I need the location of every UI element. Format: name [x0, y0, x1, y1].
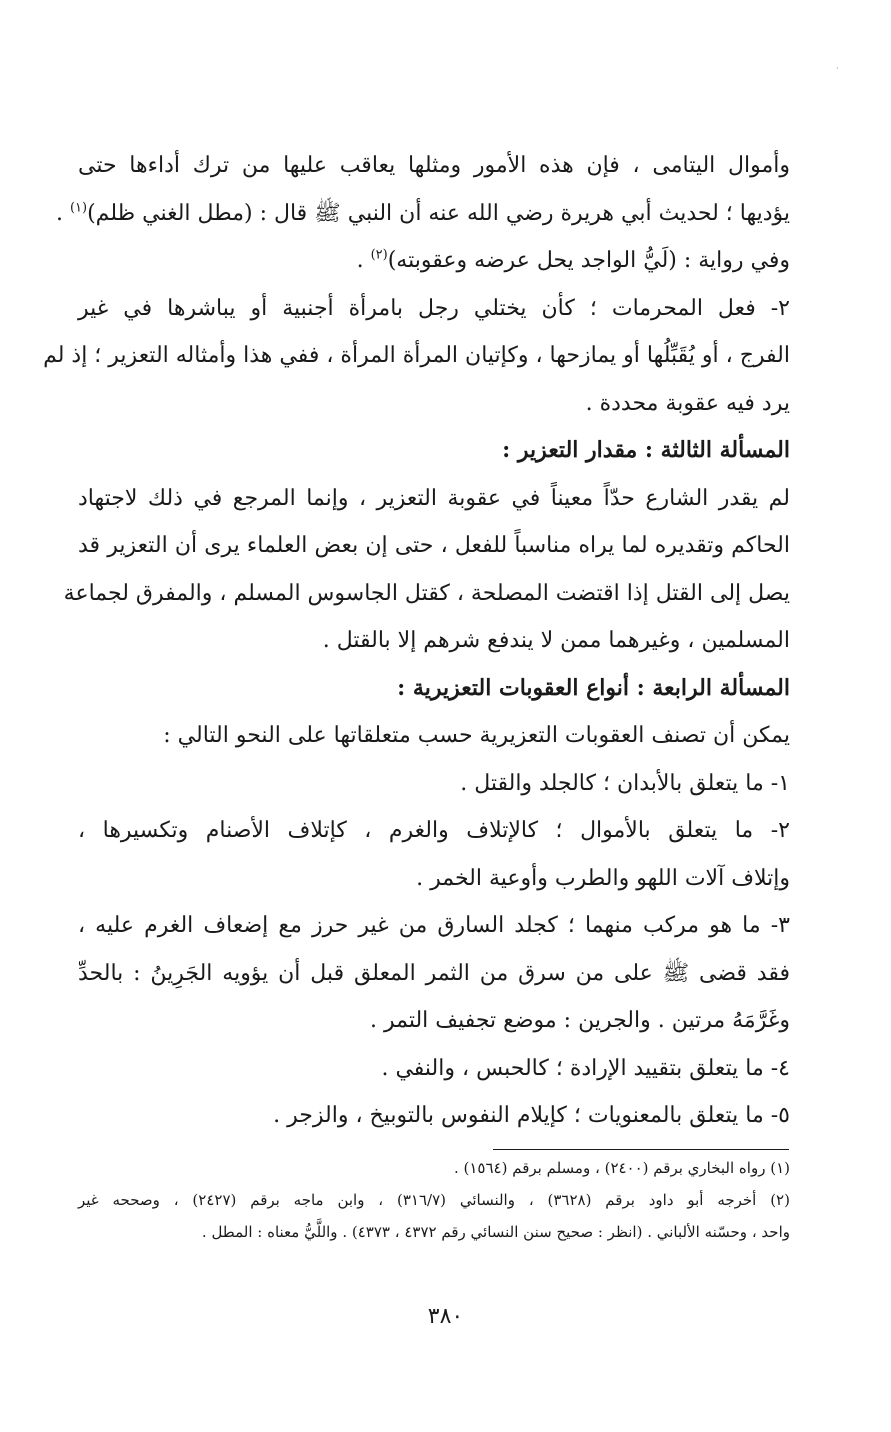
body-line-3	[78, 237, 790, 285]
list-item-2-cont: وإتلاف آلات اللهو والطرب وأوعية الخمر .	[416, 865, 790, 891]
footnote-ref-2[interactable]: (٢)	[370, 247, 388, 263]
list-item-5: ٥- ما يتعلق بالمعنويات ؛ كإيلام النفوس بالتوبيخ ، والزجر .	[273, 1103, 790, 1128]
body-line-10: يصل إلى القتل إذا اقتضت المصلحة ، كقتل الجاسوس المسلم ، والمفرق لجماعة	[63, 580, 790, 606]
list-item-3-cont-1: فقد قضى ﷺ على من سرق من الثمر المعلق قبل أن يؤويه الجَرِينُ : بالحدِّ	[78, 960, 790, 986]
footnote-2-cont: واحد ، وحسّنه الألباني . (انظر : صحيح سنن النسائي رقم ٤٣٧٢ ، ٤٣٧٣) . واللَّيُّ معناه : المطل .	[201, 1223, 790, 1241]
body-line-2	[55, 190, 790, 238]
body-line-2-text: يؤديها ؛ لحديث أبي هريرة رضي الله عنه أن النبي ﷺ قال : (مطل الغني ظلم)	[87, 200, 790, 226]
body-line-5: الفرج ، أو يُقَبِّلُها أو يمازحها ، وكإتيان المرأة المرأة ، ففي هذا وأمثاله التعزير ؛ إذ لم	[43, 343, 790, 368]
footnote-2: (٢) أخرجه أبو داود برقم (٣٦٢٨) ، والنسائي (٣١٦/٧) ، وابن ماجه برقم (٢٤٢٧) ، وصححه غير	[78, 1191, 790, 1209]
page-number: ٣٨٠	[427, 1304, 464, 1329]
body-line-13: يمكن أن تصنف العقوبات التعزيرية حسب متعلقاتها على النحو التالي :	[163, 723, 790, 748]
footnote-ref-1[interactable]: (١)	[69, 200, 88, 216]
main-body-text	[43, 142, 790, 1140]
corner-mark: ·	[836, 64, 839, 73]
body-line-8: لم يقدر الشارع حدّاً معيناً في عقوبة التعزير ، وإنما المرجع في ذلك لاجتهاد	[78, 485, 790, 511]
list-item-1: ١- ما يتعلق بالأبدان ؛ كالجلد والقتل .	[460, 770, 790, 796]
footnote-1: (١) رواه البخاري برقم (٢٤٠٠) ، ومسلم برقم (١٥٦٤) .	[453, 1159, 790, 1177]
list-item-2: ٢- ما يتعلق بالأموال ؛ كالإتلاف والغرم ، كإتلاف الأصنام وتكسيرها ،	[78, 818, 790, 843]
section-heading-4: المسألة الرابعة : أنواع العقوبات التعزيرية :	[397, 674, 790, 701]
list-item-3-cont-2: وغَرَّمَهُ مرتين . والجرين : موضع تجفيف التمر .	[370, 1008, 790, 1033]
body-line-1: وأموال اليتامى ، فإن هذه الأمور ومثلها يعاقب عليها من ترك أداءها حتى	[78, 153, 790, 178]
footnote-divider	[493, 1149, 789, 1150]
body-line-11: المسلمين ، وغيرهما ممن لا يندفع شرهم إلا بالقتل .	[322, 628, 790, 653]
body-line-3-text: وفي رواية : (لَيُّ الواجد يحل عرضه وعقوبته)	[387, 248, 790, 273]
body-line-9: الحاكم وتقديره لما يراه مناسباً للفعل ، حتى إن بعض العلماء يرى أن التعزير قد	[78, 533, 790, 558]
section-heading-3: المسألة الثالثة : مقدار التعزير :	[502, 437, 790, 463]
body-line-6: يرد فيه عقوبة محددة .	[585, 390, 790, 416]
footnotes	[78, 1152, 790, 1248]
body-line-2-tail: .	[55, 200, 70, 226]
body-line-4: ٢- فعل المحرمات ؛ كأن يختلي رجل بامرأة أجنبية أو يباشرها في غير	[78, 295, 790, 321]
list-item-3: ٣- ما هو مركب منهما ؛ كجلد السارق من غير حرز مع إضعاف الغرم عليه ،	[78, 913, 790, 938]
list-item-4: ٤- ما يتعلق بتقييد الإرادة ؛ كالحبس ، والنفي .	[381, 1055, 790, 1081]
body-line-3-tail: .	[356, 248, 371, 273]
